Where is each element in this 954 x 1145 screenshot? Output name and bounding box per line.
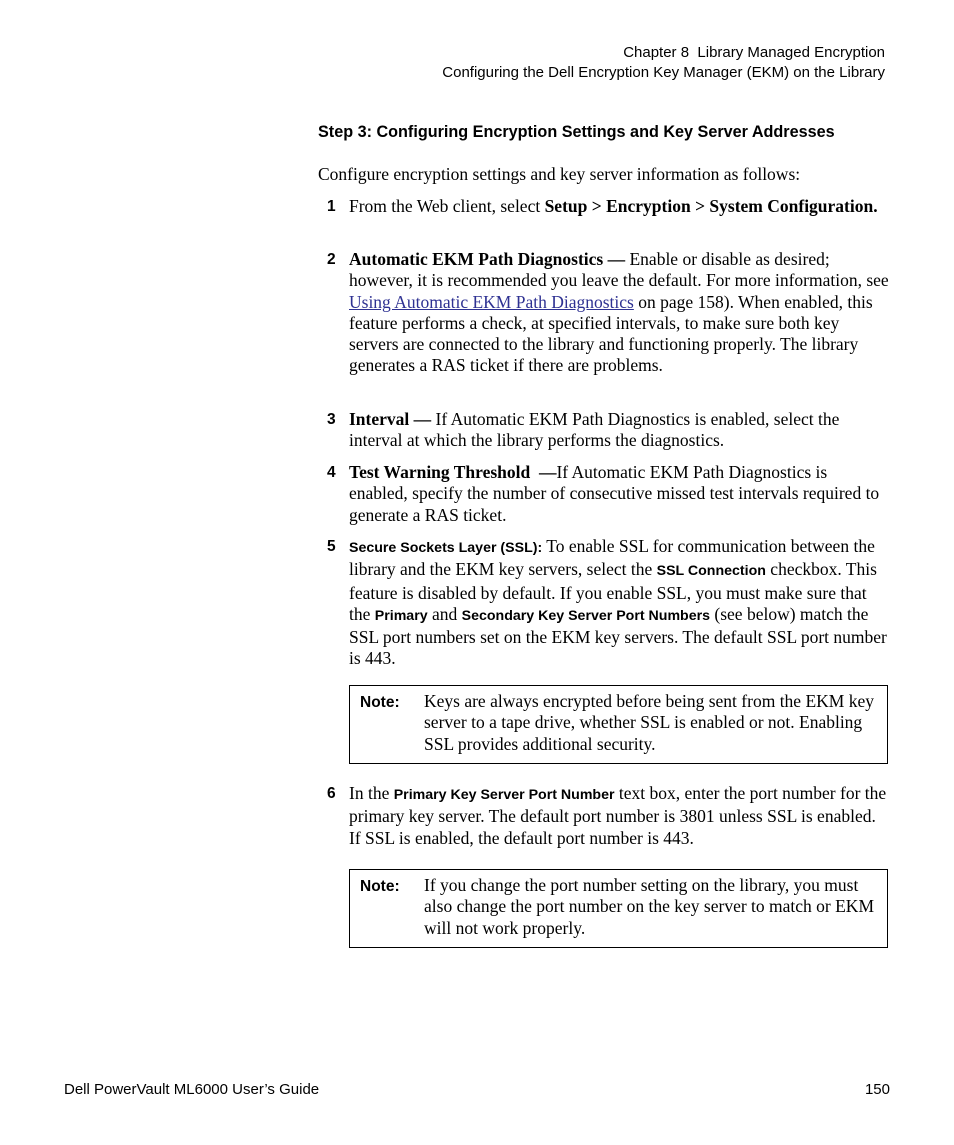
note-label: Note: (360, 694, 400, 711)
step-text-run: If Automatic EKM Path Diagnostics is enabled, specify the number of consecutive missed test intervals required to generate a RAS ticket. (349, 462, 880, 525)
step-number: 4 (327, 464, 336, 481)
footer-title: Dell PowerVault ML6000 User’s Guide (64, 1081, 320, 1098)
step-text-run: In the (349, 783, 394, 803)
note-text: If you change the port number setting on the library, you must also change the port number on the key server to match or EKM will not work properly. (424, 875, 875, 938)
step-number: 6 (327, 785, 336, 802)
step-text-run: If Automatic EKM Path Diagnostics is enabled, select the interval at which the library performs the diagnostics. (349, 409, 840, 451)
note-label: Note: (360, 878, 400, 895)
note-box (349, 869, 888, 948)
step-text (349, 409, 890, 452)
term-label: Test Warning Threshold — (349, 462, 557, 482)
ui-label: Primary Key Server Port Number (393, 787, 615, 803)
menu-path: Setup > Encryption > System Configuration. (544, 196, 878, 216)
step-number: 2 (327, 251, 336, 268)
step-text (349, 249, 890, 377)
ui-label: SSL Connection (656, 563, 766, 580)
step-text (349, 536, 890, 670)
step-text (349, 196, 890, 217)
section-heading: Step 3: Configuring Encryption Settings and Key Server Addresses (318, 123, 835, 141)
step-text (349, 783, 890, 849)
ui-label: Secondary Key Server Port Numbers (461, 607, 711, 624)
step-number: 1 (327, 198, 336, 215)
note-text: Keys are always encrypted before being sent from the EKM key server to a tape drive, whether SSL is enabled or not. Enabling SSL provides additional security. (424, 691, 874, 754)
step-text-run: on page 158). When enabled, this feature performs a check, at specified intervals, to make sure both key servers are connected to the library and functioning properly. The library generates a RAS ticket if there are problems. (349, 291, 873, 376)
step-text-run: To enable SSL for communication between the library and the EKM key servers, select the (349, 536, 875, 580)
header-section: Configuring the Dell Encryption Key Manager (EKM) on the Library (442, 64, 885, 81)
intro-paragraph: Configure encryption settings and key server information as follows: (318, 164, 801, 184)
step-text-run: checkbox. This feature is disabled by default. If you enable SSL, you must make sure that the (349, 559, 877, 624)
step-text-run: From the Web client, select (349, 196, 545, 216)
page-number: 150 (864, 1081, 890, 1098)
ui-label: Primary (374, 607, 428, 624)
step-text (349, 462, 890, 526)
note-box (349, 685, 888, 764)
term-label: Interval — (349, 409, 432, 429)
cross-reference-link[interactable]: Using Automatic EKM Path Diagnostics (349, 291, 634, 312)
term-label: Secure Sockets Layer (SSL): (349, 540, 543, 556)
running-header (442, 43, 885, 83)
step-text-run: Enable or disable as desired; however, it is recommended you leave the default. For more information, see (349, 249, 889, 291)
term-label: Automatic EKM Path Diagnostics — (349, 249, 626, 269)
header-chapter: Chapter 8 Library Managed Encryption (623, 44, 885, 61)
step-text-run: (see below) match the SSL port numbers set on the EKM key servers. The default SSL port number is 443. (349, 603, 887, 669)
step-text-run: and (427, 603, 462, 624)
step-number: 5 (327, 538, 336, 555)
step-text-run: text box, enter the port number for the primary key server. The default port number is 3801 unless SSL is enabled. If SSL is enabled, the default port number is 443. (349, 783, 887, 848)
step-number: 3 (327, 411, 336, 428)
